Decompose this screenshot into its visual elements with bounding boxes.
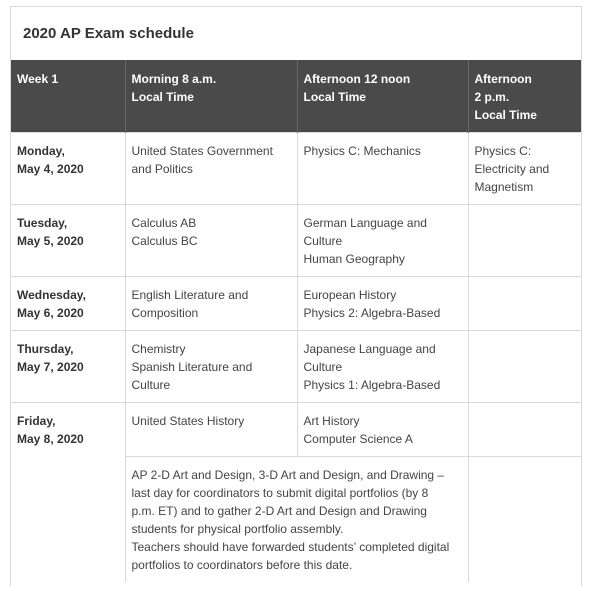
- noon-cell: Art History Computer Science A: [297, 403, 468, 457]
- header-row: [11, 60, 582, 133]
- noon-cell: European History Physics 2: Algebra-Based: [297, 277, 468, 331]
- day-cell: Wednesday, May 6, 2020: [11, 277, 125, 331]
- header-week: Week 1: [11, 60, 125, 133]
- table-row: [11, 403, 582, 457]
- two-pm-cell: Physics C: Electricity and Magnetism: [468, 133, 582, 205]
- two-pm-cell: [468, 403, 582, 457]
- table-row: [11, 331, 582, 403]
- header-two-pm: Afternoon 2 p.m. Local Time: [468, 60, 582, 133]
- morning-cell: Chemistry Spanish Literature and Culture: [125, 331, 297, 403]
- day-cell: Monday, May 4, 2020: [11, 133, 125, 205]
- two-pm-cell: [468, 331, 582, 403]
- header-morning: Morning 8 a.m. Local Time: [125, 60, 297, 133]
- two-pm-cell: [468, 457, 582, 583]
- schedule-card: [10, 6, 582, 586]
- day-cell: Tuesday, May 5, 2020: [11, 205, 125, 277]
- morning-cell: English Literature and Composition: [125, 277, 297, 331]
- morning-cell: United States Government and Politics: [125, 133, 297, 205]
- morning-cell: Calculus AB Calculus BC: [125, 205, 297, 277]
- table-row: [11, 133, 582, 205]
- portfolio-note-cell: AP 2-D Art and Design, 3-D Art and Design, and Drawing – last day for coordinators to submit digital portfolios (by 8 p.m. ET) and to gather 2-D Art and Design and Drawing students for physical portfolio assembly. Teachers should have forwarded students’ completed digital portfolios to coordinators before this date.: [125, 457, 468, 583]
- day-cell: Friday, May 8, 2020: [11, 403, 125, 583]
- noon-cell: Physics C: Mechanics: [297, 133, 468, 205]
- table-row: [11, 277, 582, 331]
- noon-cell: Japanese Language and Culture Physics 1: Algebra-Based: [297, 331, 468, 403]
- day-cell: Thursday, May 7, 2020: [11, 331, 125, 403]
- two-pm-cell: [468, 277, 582, 331]
- table-row: [11, 205, 582, 277]
- two-pm-cell: [468, 205, 582, 277]
- header-noon: Afternoon 12 noon Local Time: [297, 60, 468, 133]
- noon-cell: German Language and Culture Human Geography: [297, 205, 468, 277]
- morning-cell: United States History: [125, 403, 297, 457]
- page-title: 2020 AP Exam schedule: [11, 7, 581, 60]
- schedule-table: [11, 60, 582, 582]
